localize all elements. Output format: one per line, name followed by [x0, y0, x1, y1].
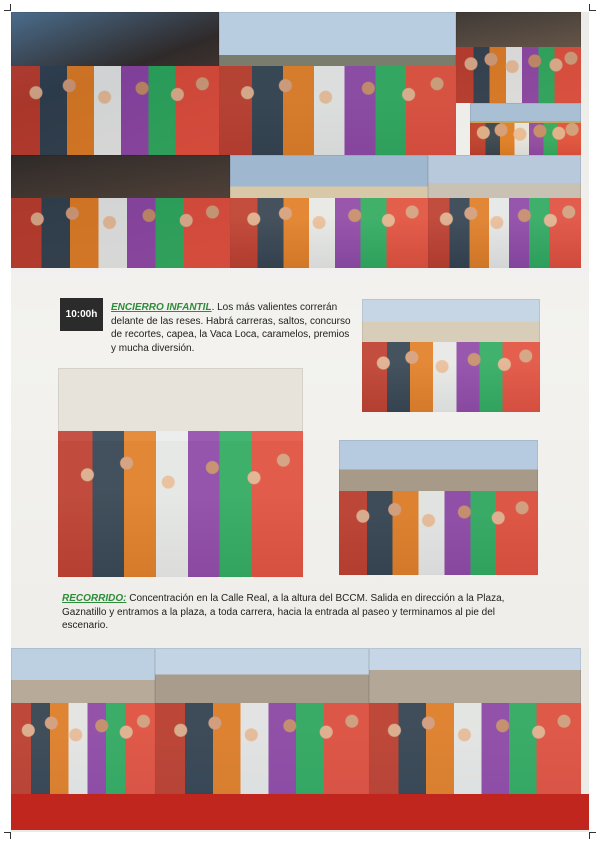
running-children-photo [11, 648, 155, 794]
time-badge: 10:00h [60, 298, 103, 331]
children-street-photo [362, 299, 540, 412]
bull-run-photo [155, 648, 369, 794]
festival-crowd-photo [428, 155, 581, 268]
kids-running-photo [369, 648, 581, 794]
crop-mark [589, 4, 596, 11]
route-title: RECORRIDO: [62, 593, 127, 604]
route-description: Concentración en la Calle Real, a la altura del BCCM. Salida en dirección a la Plaza, Gaznatillo y entramos a la plaza, a toda carrera, hacia la entrada al paseo y terminamos al pie del escenario. [62, 593, 505, 631]
street-crowd-photo [219, 12, 456, 155]
children-group-photo [58, 368, 303, 577]
event-title: ENCIERRO INFANTIL [111, 302, 212, 313]
recorrido-text [62, 592, 522, 633]
bottom-red-bar [11, 794, 589, 830]
encierro-infantil-text: ENCIERRO INFANTIL. Los más valientes correrán delante de las reses. Habrá carreras, saltos, concurso de recortes, capea, la Vaca Loca, caramelos, premios y mucha diversión. [111, 302, 351, 354]
group-photo [456, 12, 581, 103]
crowd-photo [11, 155, 230, 268]
street-procession-photo [230, 155, 428, 268]
children-running-photo [339, 440, 538, 575]
costume-character-photo [470, 103, 581, 155]
event-description: Los más valientes correrán delante de las reses. Habrá carreras, saltos, concurso de recortes, capea, la Vaca Loca, caramelos, premios y mucha diversión. [111, 302, 351, 354]
crowd-girls-photo [11, 12, 219, 155]
crop-mark [589, 832, 596, 839]
crop-mark [4, 4, 11, 11]
crop-mark [4, 832, 11, 839]
